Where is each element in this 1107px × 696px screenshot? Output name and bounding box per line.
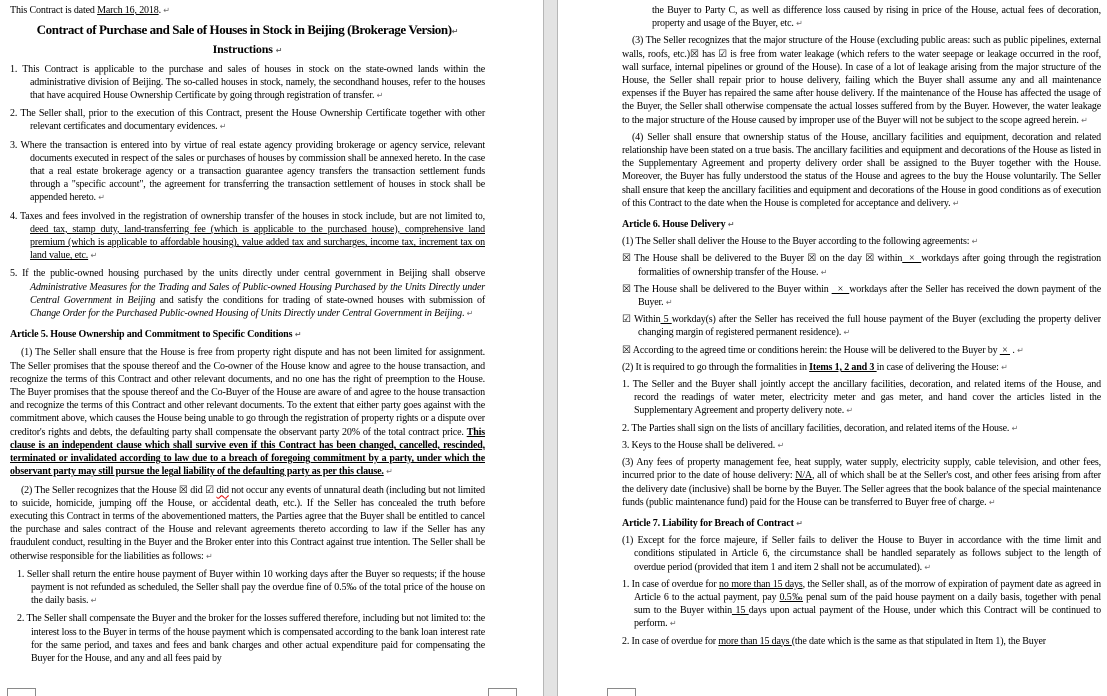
paragraph-mark-icon: ↵ [98, 193, 105, 203]
text-run: and satisfy the conditions for trading of state-owned houses with submission of [155, 294, 485, 306]
text-run: This clause is an independent clause which shall survive even if this Contract has been changed, cancelled, rescinded, terminated or invalidated according to law due to a breach of foregoing commitment by a party, under which the observant party may still pursue the legal liability of the defaulting party as per this clause. [10, 426, 485, 478]
text-run: 5 [660, 314, 672, 326]
paragraph-mark-icon: ↵ [275, 46, 283, 56]
paragraph-mark-icon: ↵ [219, 122, 227, 132]
text-run: Administrative Measures for the Trading and Sales of Public-owned Housing Purchased by the Units Directly under Central Government in Beijing [30, 281, 485, 306]
page-right[interactable] [558, 0, 1107, 696]
text-run: The House shall be delivered to the Buyer within [630, 283, 832, 295]
text-run: days upon actual payment of the House, under which this Contract will be continued to perform. [634, 605, 1101, 630]
paragraph [10, 346, 485, 478]
paragraph-mark-icon: ↵ [796, 19, 803, 29]
text-run: 3. Where the transaction is entered into by virtue of real estate agency providing brokerage or agency service, relevant documents executed in respect of the sales or purchases of houses by commission shall be annexed hereto. In the case that a real estate brokerage agency or a transaction guarantee agency transfers the transaction settlement funds through a "specific account", the agreement for transferring the transaction settlement of houses in stock shall be appended hereto. [10, 139, 485, 204]
text-run: 2. The Parties shall sign on the lists of ancillary facilities, decoration, and related items of the House. [622, 422, 1012, 434]
text-run: within [874, 253, 903, 265]
checkbox-crossed-icon: ☒ [807, 253, 817, 265]
paragraph-mark-icon: ↵ [820, 267, 828, 277]
paragraph [8, 210, 485, 263]
text-run: the Buyer to Party C, as well as difference loss caused by rising in price of the House, actual fees of decoration, property and usage of the Buyer, etc. [652, 5, 1101, 30]
text-run: March 16, 2018 [97, 5, 159, 16]
paragraph [622, 439, 1101, 452]
paragraph-mark-icon: ↵ [727, 220, 735, 230]
article-heading [622, 218, 1101, 231]
text-run: Within [630, 314, 661, 326]
text-run: in case of delivering the House: [876, 361, 1002, 373]
contract-dateline [10, 4, 485, 17]
text-run: 1. This Contract is applicable to the purchase and sales of houses in stock on the state-owned lands within the administrative division of Beijing. The so-called houses in stock, namely, the secondhand houses, refer to the houses that have acquired House Ownership Certificate by going through registration of transfer. [10, 63, 485, 102]
checkbox-crossed-icon: ☒ [178, 484, 188, 496]
text-run: 1. Seller shall return the entire house payment of Buyer within 10 working days after the Buyer so requests; if the house payment is not refunded as scheduled, the Seller shall pay the overdue fine of 0.5‰ of the total price of the house on the daily basis. [17, 568, 485, 607]
text-run: , all of which shall be at the Seller's cost, and other fees arising from after the delivery date (inclusive) shall be borne by the Buyer. The Seller agrees that the book balance of the special maintenance funds (public maintenance fund) paid for the House can be transferred to Buyer free of charge. [622, 470, 1101, 508]
right-page-content [622, 4, 1101, 648]
text-run: . [461, 308, 467, 320]
text-run: 2. The Seller shall, prior to the execution of this Contract, present the House Ownership Certificate together with other relevant certificates and documentary evidences. [10, 108, 485, 133]
paragraph-mark-icon: ↵ [1017, 345, 1024, 355]
paragraph [622, 422, 1101, 435]
text-run: This Contract is dated [10, 5, 98, 16]
text-run: 15 [731, 605, 749, 617]
article-heading [10, 328, 485, 341]
paragraph-mark-icon: ↵ [971, 237, 979, 247]
text-run: not occur any events of unnatural death (including but not limited to suicide, homicide, jumping off the House, or accidental death, etc.). If the Seller has concealed the truth before executing this Contract in terms of the abovementioned matters, the Parties agree that the Buyer shall be entitled to cancel the purchase and sales contract of the House and relevant agreements thereto according to law if the Seller has any fraudulent conduct, resulting in the Buyer and the Broker enter into this Contract against true intention. The Seller shall be otherwise responsible for the liabilities as follows: [10, 484, 485, 562]
paragraph-mark-icon: ↵ [988, 497, 996, 507]
paragraph-mark-icon: ↵ [665, 298, 673, 308]
paragraph [622, 534, 1101, 574]
text-run: (4) Seller shall ensure that ownership status of the House, ancillary facilities and equipment, decoration and related relationship have been stated on a true basis. The ancillary facilities and equipment and decorations of the House as listed in the Supplementary Agreement and property delivery order shall be assigned to the Buyer together with the House. Moreover, the Buyer has fully understood the status of the House and agrees to the buy the House voluntarily. The Seller shall ensure that keep the ancillary facilities and equipment and decorations of the House in good conditions as of execution of this Contract to the date when the House is completed for acceptance and delivery. [622, 131, 1101, 209]
text-run: Change Order for the Purchased Public-owned Housing of Units Directly under Central Government in Beijing [30, 308, 462, 320]
checkbox-crossed-icon: ☒ [622, 253, 631, 265]
checkbox-checked-icon: ☑ [718, 48, 728, 60]
text-run: did [216, 484, 229, 496]
article-heading [622, 517, 1101, 530]
text-run: is free from water leakage (which refers to the water seepage or leakage occurred in the roof, wall surface, internal pipelines or ground of the House). In case of a lot of leakage arising from the major structure of the House, the Seller shall repair prior to house delivery, failing which the Buyer shall assume any and all maintenance expenses if the Buyer has repaired the same after house delivery. If the maintenance of the House has affected the usage of the Buyer, the Seller shall otherwise compensate the actual losses suffered from by the Buyer. However, the water leakage to the major structure of the House caused by improper use of the Buyer will not be subject to the scope agreed herein. [622, 48, 1101, 126]
paragraph-mark-icon: ↵ [386, 467, 393, 477]
paragraph-mark-icon: ↵ [952, 198, 960, 208]
text-run: According to the agreed time or conditions herein: the House will be delivered to the Buyer by [630, 344, 1000, 356]
text-run: 1. The Seller and the Buyer shall jointly accept the ancillary facilities, decoration, and related items of the House, and record the readings of water meter, electricity meter and gas meter, and hand cover the articles listed in the Supplementary Agreement and property delivery note. [622, 379, 1101, 417]
text-run: Article 6. House Delivery [622, 219, 728, 231]
checkbox-checked-icon: ☑ [622, 314, 631, 326]
text-run: (1) Except for the force majeure, if Seller fails to deliver the House to Buyer in accordance with the time limit and conditions stipulated in Article 6, the circumstance shall be handled separately as follows subject to the length of overdue period (provided that item 1 and item 2 shall not be accumulated). [622, 535, 1101, 573]
paragraph [8, 139, 485, 205]
paragraph-mark-icon: ↵ [777, 440, 785, 450]
page-left[interactable] [0, 0, 543, 696]
paragraph [8, 267, 485, 320]
text-run: 4. Taxes and fees involved in the registration of ownership transfer of the houses in stock include, but are not limited to, [10, 210, 485, 222]
paragraph-mark-icon: ↵ [1081, 115, 1088, 125]
text-run: Items 1, 2 and 3 [809, 361, 877, 373]
text-run: × [902, 253, 922, 265]
paragraph-mark-icon: ↵ [796, 518, 803, 528]
text-run: (1) The Seller shall deliver the House to the Buyer according to the following agreements: [622, 236, 972, 248]
checkbox-clause [622, 283, 1101, 309]
text-run: (3) The Seller recognizes that the major structure of the House (excluding public areas: such as public pipelines, external walls, roofs, etc.) [622, 35, 1101, 60]
text-run: Article 7. Liability for Breach of Contract [622, 517, 797, 529]
text-run: 1. In case of overdue for [622, 578, 720, 590]
page-boundary-marker [607, 688, 636, 696]
text-run: , the Seller shall, as of the morrow of expiration of payment date as agreed in Article 6 to the actual payment, pay [634, 578, 1101, 603]
paragraph [622, 578, 1101, 631]
paragraph-mark-icon: ↵ [90, 251, 98, 261]
text-run: (the date which is the same as that stipulated in Item 1), the Buyer [791, 635, 1046, 647]
text-run: . [158, 5, 164, 16]
paragraph-mark-icon: ↵ [924, 562, 932, 572]
text-run: has [698, 48, 719, 60]
paragraph [17, 612, 485, 665]
text-run: × [831, 283, 850, 295]
paragraph [622, 131, 1101, 210]
text-run: (3) Any fees of property management fee, heat supply, water supply, electricity supply, cable television, and other fees, incurred prior to the date of house delivery: [622, 457, 1101, 482]
paragraph [622, 456, 1101, 509]
text-run: (2) The Seller recognizes that the House [21, 484, 179, 496]
checkbox-clause [622, 344, 1101, 357]
paragraph-mark-icon: ↵ [451, 27, 459, 37]
checkbox-crossed-icon: ☒ [622, 283, 631, 295]
checkbox-clause [622, 313, 1101, 339]
paragraph [8, 107, 485, 133]
paragraph-mark-icon: ↵ [90, 596, 98, 606]
paragraph [8, 63, 485, 103]
page-boundary-marker [488, 688, 517, 696]
text-run: workday(s) after the Seller has received the full house payment of the Buyer (excluding the property deliver changing margin of registered permanent residence). [638, 314, 1101, 339]
text-run: 3. Keys to the House shall be delivered. [622, 439, 778, 451]
text-run: no more than 15 days [719, 578, 803, 590]
paragraph [622, 635, 1101, 648]
text-run: workdays after the Seller has received the down payment of the Buyer. [638, 283, 1102, 309]
paragraph-mark-icon: ↵ [376, 91, 384, 101]
text-run: 2. The Seller shall compensate the Buyer and the broker for the losses suffered therefore, including but not limited to: the interest loss to the Buyer in terms of the house payment which is compensated according to the bank loan interest rate for the same period, and taxes and fees and bank charges and other actual expenditure paid for compensating the Buyer for the House, and any and all fees paid by [17, 613, 485, 664]
paragraph-mark-icon: ↵ [206, 551, 213, 561]
checkbox-clause [622, 252, 1101, 278]
paragraph [622, 34, 1101, 126]
text-run: 2. In case of overdue for [622, 635, 719, 647]
text-run: 0.5‰ [779, 591, 804, 603]
text-run: (1) The Seller shall ensure that the House is free from property right dispute and has not been limited for assignment. The Seller promises that the spouse thereof and the Co-owner of the House know and agree to the house transaction, and recognize the terms of this Contract and other relevant documents, and no one has the right of preemption to the House. The Buyer promises that the spouse thereof and the Co-Buyer of the House are aware of and agree to the house transaction and recognize the terms of this Contract and other relevant documents. To the extent that either party goes against with the commitment above, which causes the House being unable to go through the registration of property rights or a dispute over creditor's rights and debts, the defaulting party shall compensate the observant party 20% of the total contract price. [10, 347, 485, 438]
checkbox-crossed-icon: ☒ [865, 253, 875, 265]
text-run: 5. If the public-owned housing purchased by the units directly under central government in Beijing shall observe [10, 268, 485, 280]
page-boundary-marker [7, 688, 36, 696]
text-run: more than 15 days [718, 635, 792, 647]
text-run: N/A [795, 470, 813, 482]
paragraph [622, 378, 1101, 418]
text-run: (2) It is required to go through the formalities in [622, 361, 810, 373]
text-run: Article 5. House Ownership and Commitment to Specific Conditions [10, 329, 295, 341]
text-run: Instructions [212, 42, 276, 57]
paragraph [622, 235, 1101, 248]
paragraph [10, 484, 485, 563]
paragraph-mark-icon: ↵ [843, 328, 851, 338]
paragraph-mark-icon: ↵ [669, 619, 677, 629]
checkbox-crossed-icon: ☒ [622, 344, 631, 356]
text-run: on the day [816, 253, 866, 265]
text-run: penal sum of the paid house payment on a daily basis, together with penal sum to the Buyer within [634, 591, 1101, 617]
paragraph-mark-icon: ↵ [163, 6, 170, 15]
paragraph-mark-icon: ↵ [466, 309, 474, 319]
text-run: Contract of Purchase and Sale of Houses in Stock in Beijing (Brokerage Version) [36, 22, 452, 38]
paragraph [622, 361, 1101, 374]
text-run: × [999, 344, 1010, 356]
page-gap [543, 0, 558, 696]
contract-title [10, 23, 485, 38]
text-run: The House shall be delivered to the Buyer [630, 253, 808, 265]
paragraph-mark-icon: ↵ [1001, 362, 1008, 372]
left-page-content [10, 4, 485, 665]
contract-subtitle [10, 43, 485, 57]
paragraph-mark-icon: ↵ [294, 330, 302, 340]
text-run: did [187, 484, 206, 496]
text-run: workdays after going through the registration formalities of ownership transfer of the House. [638, 253, 1102, 278]
paragraph [622, 4, 1101, 30]
text-run: . [1010, 344, 1018, 356]
text-run: deed tax, stamp duty, land-transferring fee (which is applicable to the purchased house), comprehensive land premium (which is applicable to affordable housing), value added tax and surcharges, income tax, increment tax on land value, etc. [30, 223, 485, 262]
paragraph-mark-icon: ↵ [846, 406, 854, 416]
paragraph [17, 568, 485, 608]
checkbox-crossed-icon: ☒ [689, 48, 699, 60]
paragraph-mark-icon: ↵ [1011, 423, 1019, 433]
checkbox-checked-icon: ☑ [205, 484, 215, 496]
